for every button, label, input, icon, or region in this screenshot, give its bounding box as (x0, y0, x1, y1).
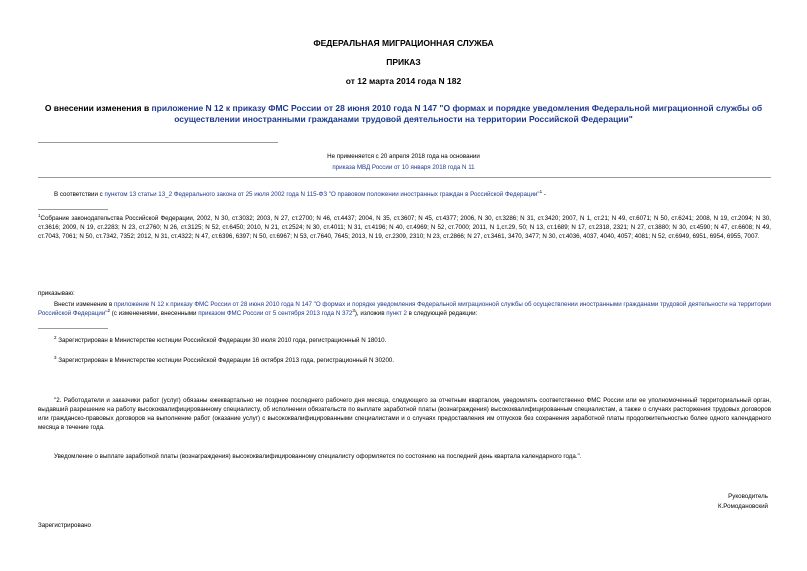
order-word: приказываю: (38, 290, 75, 297)
footnote-3 (54, 356, 774, 365)
footnote-divider (38, 209, 108, 210)
doc-type: ПРИКАЗ (386, 57, 421, 67)
order-link-amendment[interactable]: приказом ФМС России от 5 сентября 2013 года N 372 (198, 310, 353, 317)
footnote-3-text: Зарегистрирован в Министерстве юстиции Российской Федерации 16 октября 2013 года, регистрационный N 30200. (58, 357, 395, 364)
title-prefix: О внесении изменения в (44, 103, 152, 113)
footnote-1-text: Собрание законодательства Российской Федерации, 2002, N 30, ст.3032; 2003, N 27, ст.2700; N 46, ст.4437; 2004, N 35, ст.3607; N 45, ст.4377; 2006, N 30, ст.3286; N 31, ст.3420; 2007, N 1, ст.21; N 49, ст.6071; N 50, ст.6241; 2008, N 19, ст.2094; N 30, ст.3616; 2009, N 19, ст.2283; N 23, ст.2760; N 26, ст.3125; N 52, ст.6450; 2010, N 21, ст.2524; N 30, ст.4011; N 31, ст.4196; N 40, ст.4969; N 52, ст.7000; 2011, N 1,ст.29, 50; N 13, ст.1689; N 17, ст.2318, 2321; N 27, ст.3880; N 30, ст.4590; N 47, ст.6608; N 49, ст.7043, 7061; N 50, ст.7342, 7352; 2012, N 31, ст.4322; N 47, ст.6396, 6397; N 50, ст.6967; N 53, ст.7640, 7645; 2013, N 19, ст.2309, 2310; N 23, ст.2866; N 27, ст.3461, 3470, 3477; N 30, ст.4036, 4037, 4040, 4057; 4081; N 52, ст.6949, 6951, 6954, 6955, 7007. (38, 215, 771, 240)
signature-name: К.Ромодановский (717, 503, 768, 510)
footnote-marker-1: 1 (539, 188, 543, 194)
footnote-divider-2 (38, 328, 108, 329)
new-clause-paragraph-1: "2. Работодатели и заказчики работ (услуг) обязаны ежеквартально не позднее последнего рабочего дня месяца, следующего за отчетным кварталом, уведомлять соответственно ФМС России или ее уполномоченный территориальный орган, выдавший разрешение на работу высококвалифицированному специалисту, об исполнении обязательств по выплате заработной платы (вознаграждения) высококвалифицированным специалистам, а также о случаях расторжения трудовых договоров или гражданско-правовых договоров на выполнение работ (оказание услуг) с высококвалифицированными специалистами и о случаях предоставления им отпусков без сохранения заработной платы продолжительностью более одного календарного месяца в течение года. (38, 397, 771, 431)
order-link-clause[interactable]: пункт 2 (386, 310, 407, 317)
preamble-link[interactable]: пунктом 13 статьи 13_2 Федерального закона от 25 июля 2002 года N 115-ФЗ "О правовом положении иностранных граждан в Российской Федерации" (104, 191, 540, 198)
title-link[interactable]: приложение N 12 к приказу ФМС России от 28 июня 2010 года N 147 "О формах и порядке уведомления Федеральной миграционной службы об осуществлении иностранными гражданами трудовой деятельности на территории Российской Федерации" (151, 103, 763, 124)
order-prefix: Внести изменение в (54, 301, 115, 308)
footnote-1-marker: 1 (38, 212, 41, 218)
doc-title (40, 103, 767, 125)
order-suffix: в следующей редакции: (406, 310, 478, 317)
footnote-1 (38, 214, 771, 241)
agency-name: ФЕДЕРАЛЬНАЯ МИГРАЦИОННАЯ СЛУЖБА (313, 38, 494, 48)
footnote-marker-3: 3 (352, 307, 355, 313)
footnote-3-marker: 3 (54, 354, 57, 360)
preamble-suffix: - (542, 191, 546, 198)
status-divider (38, 177, 771, 178)
order-paragraph (38, 300, 771, 318)
status-notice-link-wrap (0, 163, 807, 172)
divider (38, 142, 278, 143)
footnote-2-marker: 2 (54, 334, 57, 340)
new-clause-paragraph-2: Уведомление о выплате заработной платы (вознаграждения) высококвалифицированному специалисту оформляется по состоянию на последний день квартала календарного года.". (54, 453, 582, 460)
doc-date-number: от 12 марта 2014 года N 182 (345, 76, 462, 86)
order-mid: (с изменениями, внесенными (110, 310, 199, 317)
footnote-marker-2: 2 (107, 307, 110, 313)
status-link[interactable]: приказа МВД России от 10 января 2018 года N 11 (332, 164, 475, 171)
status-notice: Не применяется с 20 апреля 2018 года на основании (327, 153, 480, 160)
order-mid2: ), изложив (354, 310, 387, 317)
signature-role: Руководитель (728, 493, 768, 500)
registered-label: Зарегистрировано (38, 522, 91, 529)
footnote-2-text: Зарегистрирован в Министерстве юстиции Российской Федерации 30 июля 2010 года, регистрационный N 18010. (58, 337, 387, 344)
preamble-prefix: В соответствии с (54, 191, 105, 198)
order-link-annex[interactable]: приложение N 12 к приказу ФМС России от 28 июня 2010 года N 147 "О формах и порядке уведомления Федеральной миграционной службы об осуществлении иностранными гражданами трудовой деятельности на территории Российской Федерации" (38, 301, 771, 317)
preamble (54, 190, 774, 199)
footnote-2 (54, 336, 774, 345)
